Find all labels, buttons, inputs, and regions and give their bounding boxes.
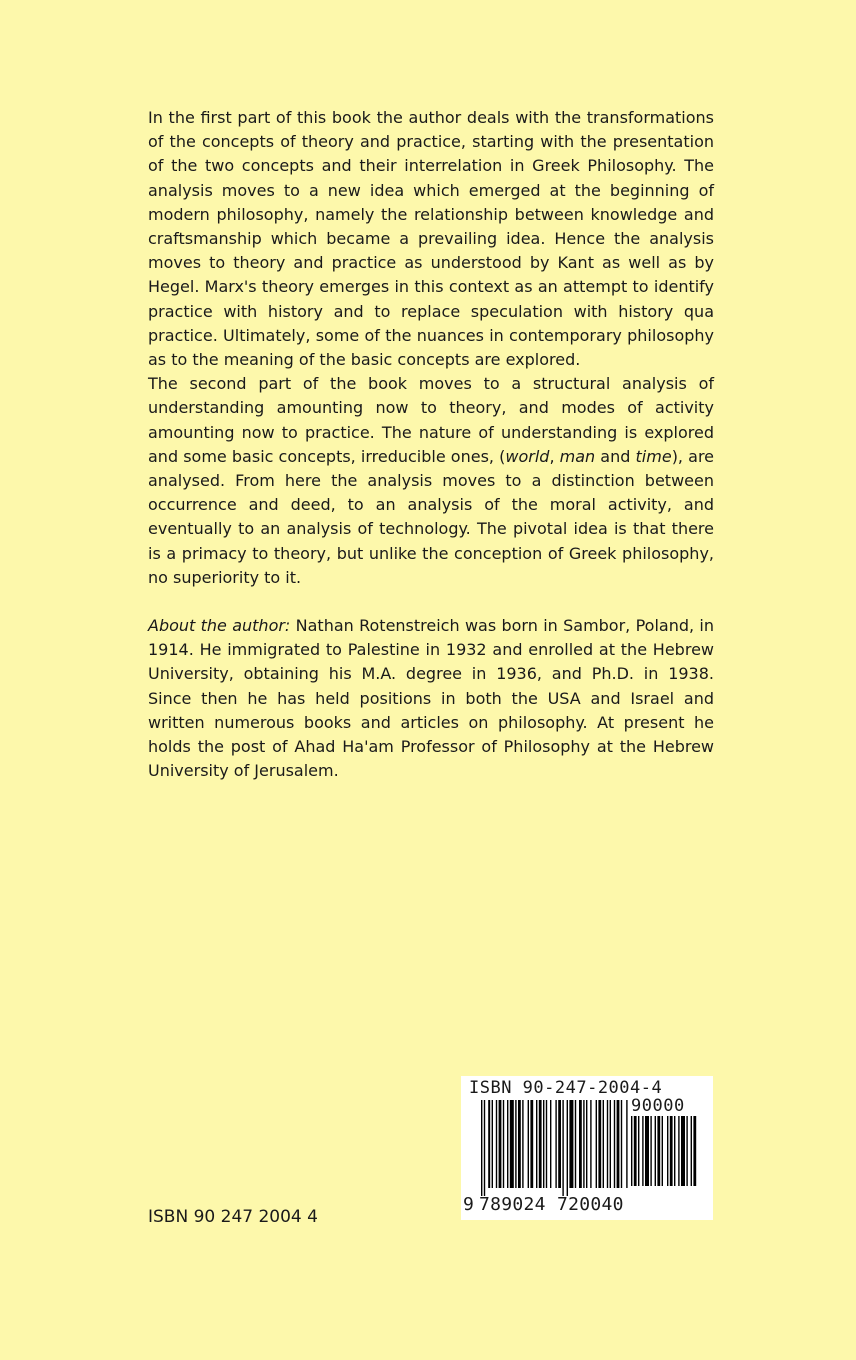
barcode-bar (631, 1116, 632, 1186)
barcode-bar (603, 1100, 604, 1188)
barcode-bar (655, 1116, 656, 1186)
term-world: world (505, 446, 550, 466)
paragraph-part-two-start: The second part of the book moves to a structural analysis of understanding amounting now to theory, and modes of activity amounting now to practice. The nature of understanding is explored and some basic concepts, irreducible ones, ( (148, 374, 714, 466)
barcode-bar (614, 1100, 615, 1188)
barcode-main-digits: 789024 720040 (479, 1194, 624, 1215)
barcode-bar (528, 1100, 529, 1188)
barcode-bar (610, 1100, 611, 1188)
barcode-bar (621, 1100, 622, 1188)
barcode-bar (686, 1116, 687, 1186)
barcode-bar (575, 1100, 576, 1188)
barcode-bar (515, 1100, 516, 1188)
barcode-bar (492, 1100, 493, 1188)
barcode-bar (678, 1116, 679, 1186)
barcode-bar (667, 1116, 668, 1186)
barcode-bar (657, 1116, 660, 1186)
barcode-main-bars (481, 1100, 629, 1196)
about-author-text: Nathan Rotenstreich was born in Sambor, Poland, in 1914. He immigrated to Palestine in 1932 and enrolled at the Hebrew University, obtaining his M.A. degree in 1936, and Ph.D. in 1938. Since then he has held positions in both the USA and Israel and written numerous books and articles on philosophy. At present he holds the post of Ahad Ha'am Professor of Philosophy at the Hebrew University of Jerusalem. (148, 616, 714, 781)
text-comma: , (549, 446, 560, 466)
barcode-bar (634, 1116, 637, 1186)
barcode-bar (693, 1116, 696, 1186)
barcode-bar (662, 1116, 663, 1186)
barcode-bar (626, 1100, 627, 1188)
barcode-bar (674, 1116, 675, 1186)
barcode-bar (530, 1100, 533, 1188)
paragraph-part-two (148, 372, 714, 590)
paragraph-part-one: In the first part of this book the author deals with the transformations of the concepts of theory and practice, starting with the presentation of the two concepts and their interrelation in Greek Philosophy. The analysis moves to a new idea which emerged at the beginning of modern philosophy, namely the relationship between knowledge and craftsmanship which became a prevailing idea. Hence the analysis moves to theory and practice as understood by Kant as well as by Hegel. Marx's theory emerges in this context as an attempt to identify practice with history and to replace speculation with history qua practice. Ultimately, some of the nuances in contemporary philosophy as to the meaning of the basic concepts are explored. (148, 108, 714, 370)
barcode-bar (550, 1100, 551, 1188)
barcode-addon-digits: 90000 (631, 1096, 685, 1116)
barcode-bar (638, 1116, 639, 1186)
barcode-bar (590, 1100, 591, 1188)
barcode-bar (503, 1100, 504, 1188)
barcode-bar (558, 1100, 561, 1188)
paragraph-part-two-end: ), are analysed. From here the analysis moves to a distinction between occurrence and deed, to an analysis of the moral activity, and eventually to an analysis of technology. The pivotal idea is that there is a primacy to theory, but unlike the conception of Greek philosophy, no superiority to it. (148, 446, 715, 587)
barcode-bar (650, 1116, 651, 1186)
term-man: man (559, 446, 596, 466)
barcode-bar (569, 1100, 573, 1188)
isbn-barcode (461, 1076, 713, 1220)
barcode-bar (518, 1100, 521, 1188)
barcode-bar (681, 1116, 685, 1186)
barcode-bar (596, 1100, 597, 1188)
barcode-bar (642, 1116, 643, 1186)
barcode-bar (583, 1100, 584, 1188)
barcode-bar (507, 1100, 508, 1188)
barcode-bar (670, 1116, 673, 1186)
about-author-label: About the author: (148, 616, 291, 636)
text-and: and (595, 446, 636, 466)
paragraph-about-author (148, 614, 714, 783)
barcode-bar (536, 1100, 537, 1188)
barcode-bar (579, 1100, 582, 1188)
barcode-lead-digit: 9 (463, 1194, 474, 1215)
barcode-addon-bars (631, 1116, 705, 1212)
back-cover-blurb (148, 106, 714, 783)
barcode-bar (546, 1100, 547, 1188)
barcode-bar (481, 1100, 482, 1196)
barcode-bar (555, 1100, 556, 1188)
barcode-isbn-label: ISBN 90-247-2004-4 (469, 1078, 663, 1098)
barcode-bar (539, 1100, 542, 1188)
barcode-bar (543, 1100, 544, 1188)
barcode-bar (484, 1100, 485, 1196)
barcode-bar (598, 1100, 601, 1188)
barcode-bar (567, 1100, 568, 1196)
barcode-bar (691, 1116, 692, 1186)
barcode-bar (510, 1100, 514, 1188)
isbn-footer: ISBN 90 247 2004 4 (148, 1207, 318, 1227)
barcode-bar (499, 1100, 502, 1188)
barcode-bar (496, 1100, 497, 1188)
barcode-bar (645, 1116, 649, 1186)
barcode-bar (586, 1100, 587, 1188)
term-time: time (635, 446, 672, 466)
barcode-bar (562, 1100, 563, 1196)
barcode-bar (617, 1100, 620, 1188)
barcode-bar (607, 1100, 608, 1188)
barcode-bar (522, 1100, 523, 1188)
barcode-bar (488, 1100, 490, 1188)
